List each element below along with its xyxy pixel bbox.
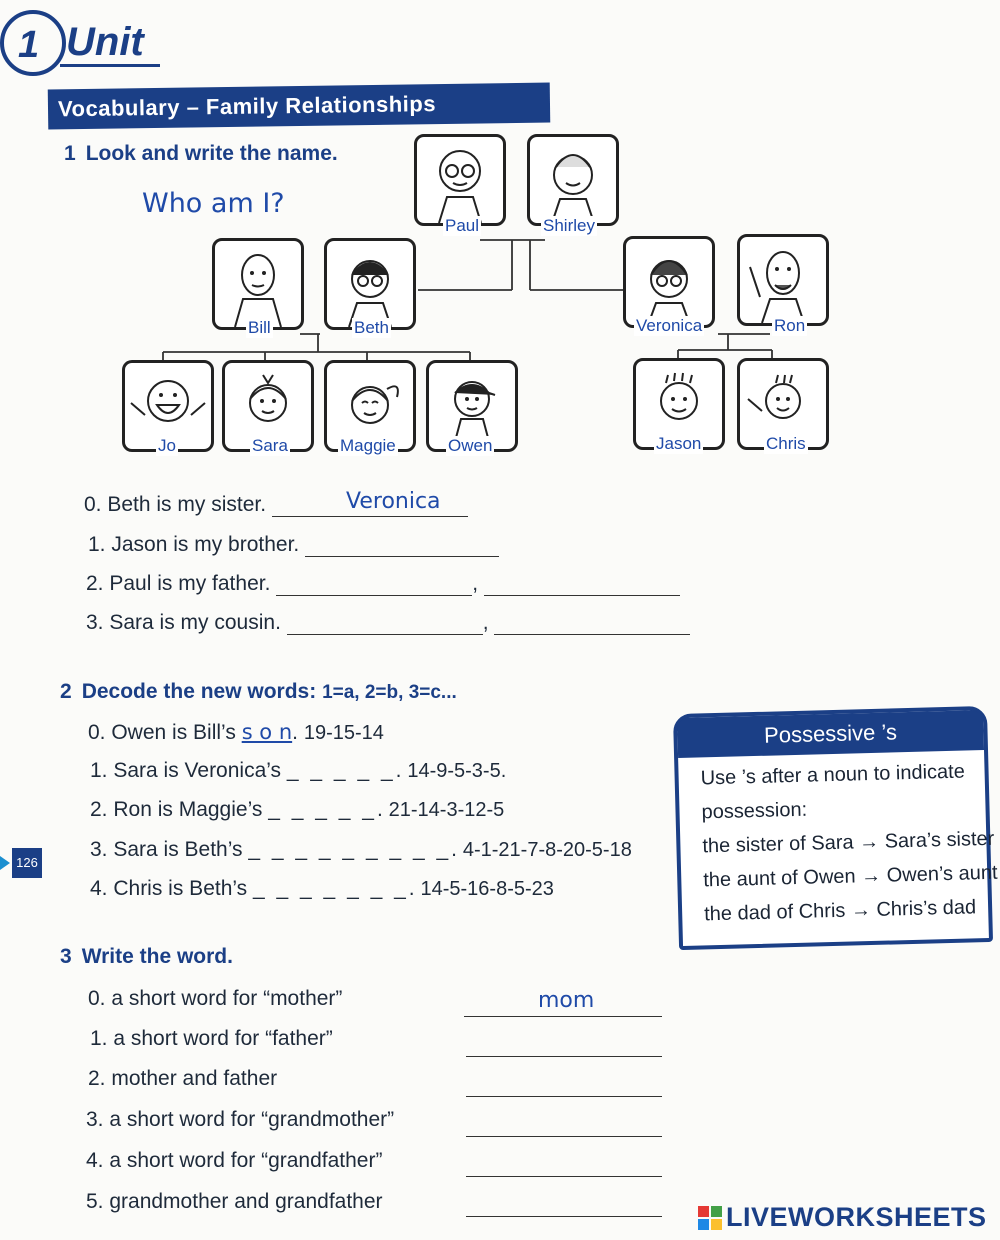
ex2-item-2: 2. Ron is Maggie’s _ _ _ _ _. 21-14-3-12-5 [90,798,505,821]
ex2-item-4: 4. Chris is Beth’s _ _ _ _ _ _ _. 14-5-16-8-5-23 [90,877,554,900]
vocabulary-title: Vocabulary – Family Relationships [48,82,551,129]
person-card-bill [212,238,304,330]
possessive-line: the sister of Sara → Sara’s sister [702,827,995,858]
ex3-item-4-answer-field[interactable] [466,1150,662,1177]
ex2-item-1: 1. Sara is Veronica’s _ _ _ _ _. 14-9-5-3-5. [90,759,507,782]
name-shirley: Shirley [543,216,595,235]
person-card-ron [737,234,829,326]
possessive-line: possession: [701,798,808,824]
ex1-item-3-answer-field-b[interactable] [494,634,690,635]
ex3-item-5: 5. grandmother and grandfather [86,1190,383,1213]
ex1-item-2-answer-field-a[interactable] [276,595,472,596]
name-bill: Bill [248,318,271,337]
exercise-1-title: 1 Look and write the name. [64,142,338,165]
person-card-paul [414,134,506,226]
who-am-i: Who am I? [142,188,285,219]
liveworksheets-logo-icon [698,1206,722,1230]
ex1-item-3-answer-field-a[interactable] [287,634,483,635]
unit-label: Unit [66,20,144,64]
name-maggie: Maggie [340,436,396,455]
mother-icon [327,241,413,327]
ex2-item-4-answer-field[interactable]: _ _ _ _ _ _ _ [253,877,409,900]
grandmother-icon [530,137,616,223]
possessive-title: Possessive ’s [677,710,984,758]
possessive-box [673,706,998,950]
ex2-item-0: 0. Owen is Bill’s s o n. 19-15-14 [88,720,384,744]
ex3-item-0-answer: mom [538,988,595,1013]
ex1-item-1-answer-field[interactable] [305,556,499,557]
ex2-item-0-letters: s o n [241,720,293,744]
father-icon [215,241,301,327]
ex3-item-5-answer-field[interactable] [466,1190,662,1217]
name-sara: Sara [252,436,288,455]
name-ron: Ron [774,316,806,335]
ex2-item-2-answer-field[interactable]: _ _ _ _ _ [268,798,377,821]
ex1-item-3: 3. Sara is my cousin. , [86,611,690,635]
ex3-item-2: 2. mother and father [88,1067,278,1090]
ex1-item-1: 1. Jason is my brother. [88,533,499,557]
ex2-item-3-answer-field[interactable]: _ _ _ _ _ _ _ _ _ [248,838,452,861]
person-card-beth [324,238,416,330]
name-jason: Jason [656,434,702,453]
aunt-icon [626,239,712,325]
ex3-item-1: 1. a short word for “father” [90,1027,333,1050]
ex1-item-0: 0. Beth is my sister. [84,493,468,517]
ex3-item-4: 4. a short word for “grandfather” [86,1149,383,1172]
name-owen: Owen [448,436,493,455]
exercise-3-title: 3 Write the word. [60,945,233,968]
ex1-item-0-answer-field[interactable] [272,516,468,517]
name-beth: Beth [354,318,389,337]
ex3-item-0: 0. a short word for “mother” [88,987,343,1010]
possessive-line: the dad of Chris → Chris’s dad [703,896,977,926]
page-number: 126 [12,848,42,878]
ex3-item-3: 3. a short word for “grandmother” [86,1108,395,1131]
name-veronica: Veronica [636,316,703,335]
ex1-item-2: 2. Paul is my father. , [86,572,680,596]
exercise-2-title: 2 Decode the new words: 1=a, 2=b, 3=c... [60,680,457,703]
possessive-line: Use ’s after a noun to indicate [700,760,966,790]
uncle-icon [740,237,826,323]
ex1-item-2-answer-field-b[interactable] [484,595,680,596]
liveworksheets-brand[interactable]: LIVEWORKSHEETS [726,1202,987,1232]
ex1-item-0-answer: Veronica [346,489,441,514]
grandfather-icon [417,137,503,223]
person-card-veronica [623,236,715,328]
unit-number: 1 [18,24,40,66]
ex3-item-3-answer-field[interactable] [466,1110,662,1137]
page-tab-arrow-icon [0,856,10,870]
ex2-item-1-answer-field[interactable]: _ _ _ _ _ [286,759,396,782]
person-card-shirley [527,134,619,226]
name-jo: Jo [158,436,176,455]
ex3-item-2-answer-field[interactable] [466,1070,662,1097]
ex2-item-3: 3. Sara is Beth’s _ _ _ _ _ _ _ _ _. 4-1-21-7-8-20-5-18 [90,838,632,861]
name-chris: Chris [766,434,806,453]
name-paul: Paul [445,216,480,235]
possessive-line: the aunt of Owen → Owen’s aunt [703,861,998,892]
ex3-item-1-answer-field[interactable] [466,1030,662,1057]
